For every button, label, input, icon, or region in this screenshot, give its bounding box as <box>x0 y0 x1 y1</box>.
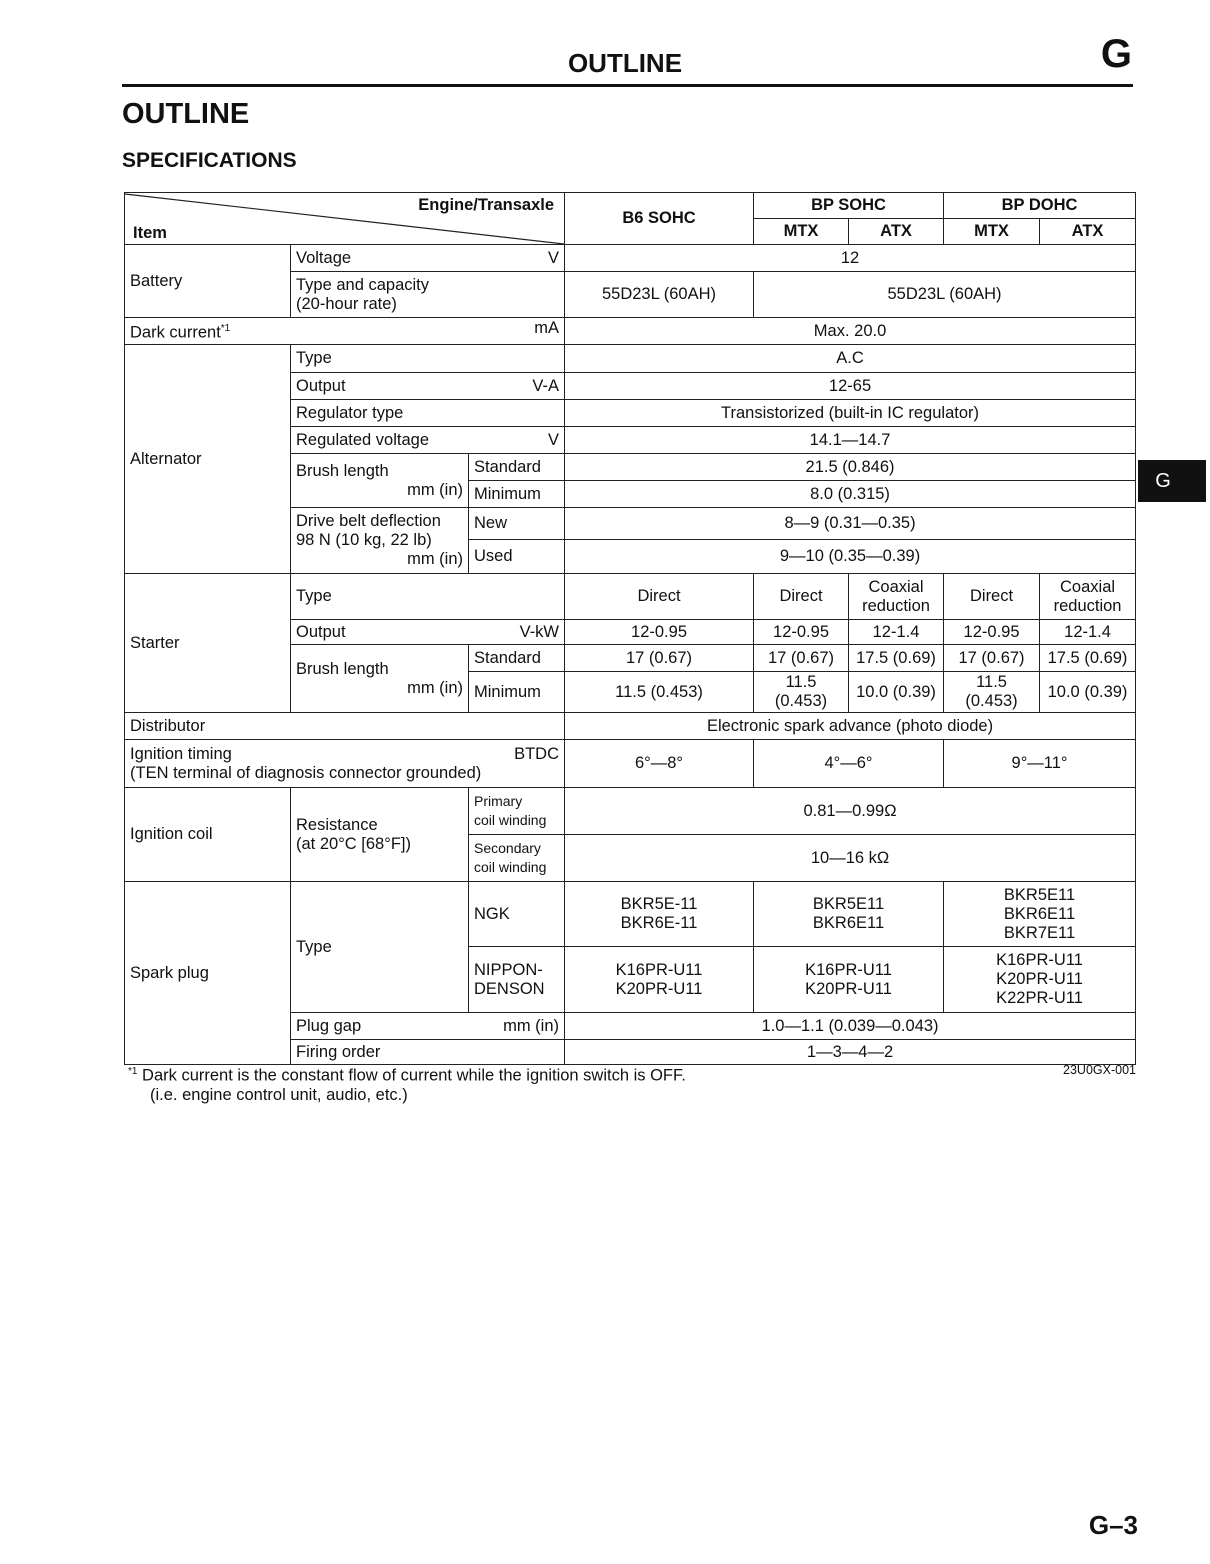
ignition-timing-label-cell <box>125 740 565 788</box>
alternator-belt-used-label: Used <box>469 540 565 574</box>
dark-current-value: Max. 20.0 <box>565 318 1136 345</box>
ignition-coil-secondary-cell <box>469 835 565 882</box>
footnote-text-1: Dark current is the constant flow of current while the ignition switch is OFF. <box>142 1066 686 1085</box>
table-row <box>125 345 1136 373</box>
spark-plug-ngk-label: NGK <box>469 882 565 947</box>
ignition-coil-resistance-label-1: Resistance <box>296 815 378 834</box>
starter-type-bpsohc-atx-2: reduction <box>862 596 930 615</box>
ignition-timing-b6: 6°—8° <box>565 740 754 788</box>
spark-plug-nd-b6 <box>565 947 754 1013</box>
alternator-brush-unit: mm (in) <box>407 480 463 499</box>
spark-plug-ngk-b6 <box>565 882 754 947</box>
alternator-regulated-voltage-unit: V <box>548 430 560 449</box>
corner-header-cell <box>125 193 565 245</box>
col-bp-sohc-atx: ATX <box>849 219 944 245</box>
page-number: G–3 <box>1088 1510 1138 1540</box>
alternator-brush-label-cell <box>291 454 469 508</box>
ignition-timing-unit: BTDC <box>514 744 560 763</box>
starter-min-bpsohc-mtx: 11.5 (0.453) <box>754 672 849 713</box>
table-row <box>125 245 1136 272</box>
alternator-brush-standard-value: 21.5 (0.846) <box>565 454 1136 481</box>
spark-plug-ngk-b6-item: BKR6E-11 <box>620 914 698 932</box>
distributor-label: Distributor <box>125 713 565 740</box>
starter-output-label-cell <box>291 620 565 645</box>
starter-min-b6: 11.5 (0.453) <box>565 672 754 713</box>
alternator-type-value: A.C <box>565 345 1136 373</box>
spark-plug-nd-bpsohc-item: K20PR-U11 <box>805 979 892 998</box>
spark-plug-nd-bpsohc <box>754 947 944 1013</box>
dark-current-footnote-mark: *1 <box>220 323 231 335</box>
alternator-brush-standard-label: Standard <box>469 454 565 481</box>
spark-plug-type-label: Type <box>291 882 469 1013</box>
spark-plug-nd-bpdohc <box>944 947 1136 1013</box>
alternator-belt-label-1: Drive belt deflection <box>296 512 441 530</box>
ignition-timing-label-2: (TEN terminal of diagnosis connector grounded) <box>130 763 482 782</box>
distributor-value: Electronic spark advance (photo diode) <box>565 713 1136 740</box>
spark-plug-gap-unit: mm (in) <box>503 1016 560 1035</box>
alternator-regulated-voltage-label-cell <box>291 427 565 454</box>
spark-plug-gap-label-cell <box>291 1013 565 1040</box>
section-tab[interactable]: G <box>1138 460 1206 502</box>
corner-item: Item <box>133 224 167 242</box>
starter-output-bpsohc-atx: 12-1.4 <box>849 620 944 645</box>
starter-brush-minimum-label: Minimum <box>469 672 565 713</box>
battery-type-b6: 55D23L (60AH) <box>565 272 754 318</box>
alternator-brush-minimum-value: 8.0 (0.315) <box>565 481 1136 508</box>
dark-current-unit: mA <box>534 319 560 338</box>
alternator-output-unit: V-A <box>532 376 560 395</box>
alternator-output-label-cell <box>291 373 565 400</box>
ignition-coil-primary-value: 0.81—0.99Ω <box>565 788 1136 835</box>
spark-plug-nd-bpdohc-item: K16PR-U11 <box>996 951 1083 969</box>
col-bp-sohc-mtx: MTX <box>754 219 849 245</box>
battery-label: Battery <box>125 245 291 318</box>
starter-min-bpsohc-atx: 10.0 (0.39) <box>849 672 944 713</box>
starter-output-bpdohc-atx: 12-1.4 <box>1040 620 1136 645</box>
starter-brush-unit: mm (in) <box>407 678 463 697</box>
spark-plug-nd-bpdohc-item: K22PR-U11 <box>996 989 1083 1007</box>
ignition-coil-secondary-2: coil winding <box>474 859 547 875</box>
starter-brush-label: Brush length <box>296 659 389 678</box>
starter-output-bpsohc-mtx: 12-0.95 <box>754 620 849 645</box>
battery-type-bp: 55D23L (60AH) <box>754 272 1136 318</box>
starter-min-bpdohc-mtx: 11.5 (0.453) <box>944 672 1040 713</box>
battery-type-label-2: (20-hour rate) <box>296 294 397 313</box>
spark-plug-firing-order-value: 1—3—4—2 <box>565 1040 1136 1065</box>
spark-plug-nd-b6-item: K20PR-U11 <box>615 979 703 998</box>
starter-output-unit: V-kW <box>519 622 560 641</box>
table-row <box>125 318 1136 345</box>
starter-type-b6: Direct <box>565 574 754 620</box>
battery-voltage-value: 12 <box>565 245 1136 272</box>
spark-plug-nd-bpdohc-item: K20PR-U11 <box>996 970 1083 988</box>
spark-plug-ngk-bpsohc-item: BKR6E11 <box>812 914 885 932</box>
starter-std-b6: 17 (0.67) <box>565 645 754 672</box>
footnote-line-2: (i.e. engine control unit, audio, etc.) <box>150 1086 408 1104</box>
battery-voltage-label-cell <box>291 245 565 272</box>
starter-type-bpdohc-atx-1: Coaxial <box>1060 577 1116 596</box>
spark-plug-firing-order-label: Firing order <box>291 1040 565 1065</box>
dark-current-label-cell <box>125 318 565 345</box>
table-row <box>125 740 1136 788</box>
ignition-timing-label-1: Ignition timing <box>130 744 232 763</box>
col-bp-dohc-mtx: MTX <box>944 219 1040 245</box>
ignition-coil-resistance-cell <box>291 788 469 882</box>
starter-type-bpdohc-mtx: Direct <box>944 574 1040 620</box>
spark-plug-ngk-bpdohc-item: BKR7E11 <box>1003 923 1076 942</box>
alternator-belt-label-2: 98 N (10 kg, 22 lb) <box>296 531 432 549</box>
ignition-coil-label: Ignition coil <box>125 788 291 882</box>
alternator-belt-new-value: 8—9 (0.31—0.35) <box>565 508 1136 540</box>
header-rule <box>122 84 1133 87</box>
alternator-regulated-voltage-label: Regulated voltage <box>296 430 430 449</box>
alternator-regulator-type-value: Transistorized (built-in IC regulator) <box>565 400 1136 427</box>
alternator-belt-unit: mm (in) <box>407 550 463 568</box>
starter-type-bpdohc-atx-2: reduction <box>1053 596 1122 615</box>
ignition-coil-primary-cell <box>469 788 565 835</box>
col-bp-dohc-atx: ATX <box>1040 219 1136 245</box>
starter-label: Starter <box>125 574 291 713</box>
battery-voltage-label: Voltage <box>296 248 352 267</box>
spark-plug-nd-label-cell <box>469 947 565 1013</box>
spark-plug-ngk-bpdohc-item: BKR6E11 <box>1003 904 1076 923</box>
starter-type-bpdohc-atx <box>1040 574 1136 620</box>
starter-output-bpdohc-mtx: 12-0.95 <box>944 620 1040 645</box>
alternator-output-value: 12-65 <box>565 373 1136 400</box>
spark-plug-ngk-bpsohc-item: BKR5E11 <box>812 895 885 913</box>
col-b6-sohc: B6 SOHC <box>565 193 754 245</box>
table-row <box>125 788 1136 835</box>
starter-brush-standard-label: Standard <box>469 645 565 672</box>
alternator-belt-label-cell <box>291 508 469 574</box>
corner-engine-transaxle: Engine/Transaxle <box>418 196 555 214</box>
spark-plug-gap-label: Plug gap <box>296 1016 362 1035</box>
starter-type-bpsohc-atx <box>849 574 944 620</box>
alternator-regulated-voltage-value: 14.1—14.7 <box>565 427 1136 454</box>
table-row <box>125 574 1136 620</box>
starter-std-bpsohc-atx: 17.5 (0.69) <box>849 645 944 672</box>
ignition-coil-secondary-1: Secondary <box>474 840 541 856</box>
starter-output-label: Output <box>296 622 346 641</box>
battery-type-label-cell <box>291 272 565 318</box>
spark-plug-label: Spark plug <box>125 882 291 1065</box>
ignition-coil-secondary-value: 10—16 kΩ <box>565 835 1136 882</box>
spark-plug-ngk-bpdohc <box>944 882 1136 947</box>
starter-std-bpdohc-mtx: 17 (0.67) <box>944 645 1040 672</box>
figure-code: 23U0GX-001 <box>1063 1063 1136 1077</box>
header-title: OUTLINE <box>567 48 683 78</box>
spark-plug-nd-label-1: NIPPON- <box>474 960 543 979</box>
spark-plug-nd-bpsohc-item: K16PR-U11 <box>805 960 892 979</box>
starter-type-label: Type <box>291 574 565 620</box>
battery-voltage-unit: V <box>548 248 560 267</box>
table-row <box>125 882 1136 947</box>
alternator-type-label: Type <box>291 345 565 373</box>
page-heading: OUTLINE <box>122 98 250 130</box>
header-section-letter: G <box>1100 32 1132 76</box>
spark-plug-ngk-bpsohc <box>754 882 944 947</box>
alternator-output-label: Output <box>296 376 346 395</box>
starter-brush-label-cell <box>291 645 469 713</box>
dark-current-label: Dark current <box>130 323 221 342</box>
page-subheading: SPECIFICATIONS <box>122 149 297 172</box>
starter-std-bpsohc-mtx: 17 (0.67) <box>754 645 849 672</box>
ignition-coil-resistance-label-2: (at 20°C [68°F]) <box>296 834 411 853</box>
table-header-row <box>125 193 1136 219</box>
spark-plug-nd-b6-item: K16PR-U11 <box>615 960 703 979</box>
alternator-brush-label: Brush length <box>296 461 389 480</box>
specifications-table <box>124 192 1136 1065</box>
table-row <box>125 713 1136 740</box>
battery-type-label-1: Type and capacity <box>296 275 429 294</box>
alternator-belt-new-label: New <box>469 508 565 540</box>
alternator-regulator-type-label: Regulator type <box>291 400 565 427</box>
alternator-label: Alternator <box>125 345 291 574</box>
col-bp-dohc: BP DOHC <box>944 193 1136 219</box>
alternator-belt-used-value: 9—10 (0.35—0.39) <box>565 540 1136 574</box>
starter-type-bpsohc-mtx: Direct <box>754 574 849 620</box>
ignition-timing-bpsohc: 4°—6° <box>754 740 944 788</box>
ignition-coil-primary-2: coil winding <box>474 812 547 828</box>
ignition-coil-primary-1: Primary <box>474 793 523 809</box>
starter-std-bpdohc-atx: 17.5 (0.69) <box>1040 645 1136 672</box>
ignition-timing-bpdohc: 9°—11° <box>944 740 1136 788</box>
spark-plug-ngk-bpdohc-item: BKR5E11 <box>1003 885 1076 904</box>
spark-plug-ngk-b6-item: BKR5E-11 <box>620 895 698 913</box>
alternator-brush-minimum-label: Minimum <box>469 481 565 508</box>
col-bp-sohc: BP SOHC <box>754 193 944 219</box>
starter-type-bpsohc-atx-1: Coaxial <box>868 577 924 596</box>
spark-plug-gap-value: 1.0—1.1 (0.039—0.043) <box>565 1013 1136 1040</box>
spark-plug-nd-label-2: DENSON <box>474 979 545 998</box>
footnote-mark: *1 <box>128 1066 138 1077</box>
starter-min-bpdohc-atx: 10.0 (0.39) <box>1040 672 1136 713</box>
footnote-line-1 <box>128 1066 686 1086</box>
starter-output-b6: 12-0.95 <box>565 620 754 645</box>
